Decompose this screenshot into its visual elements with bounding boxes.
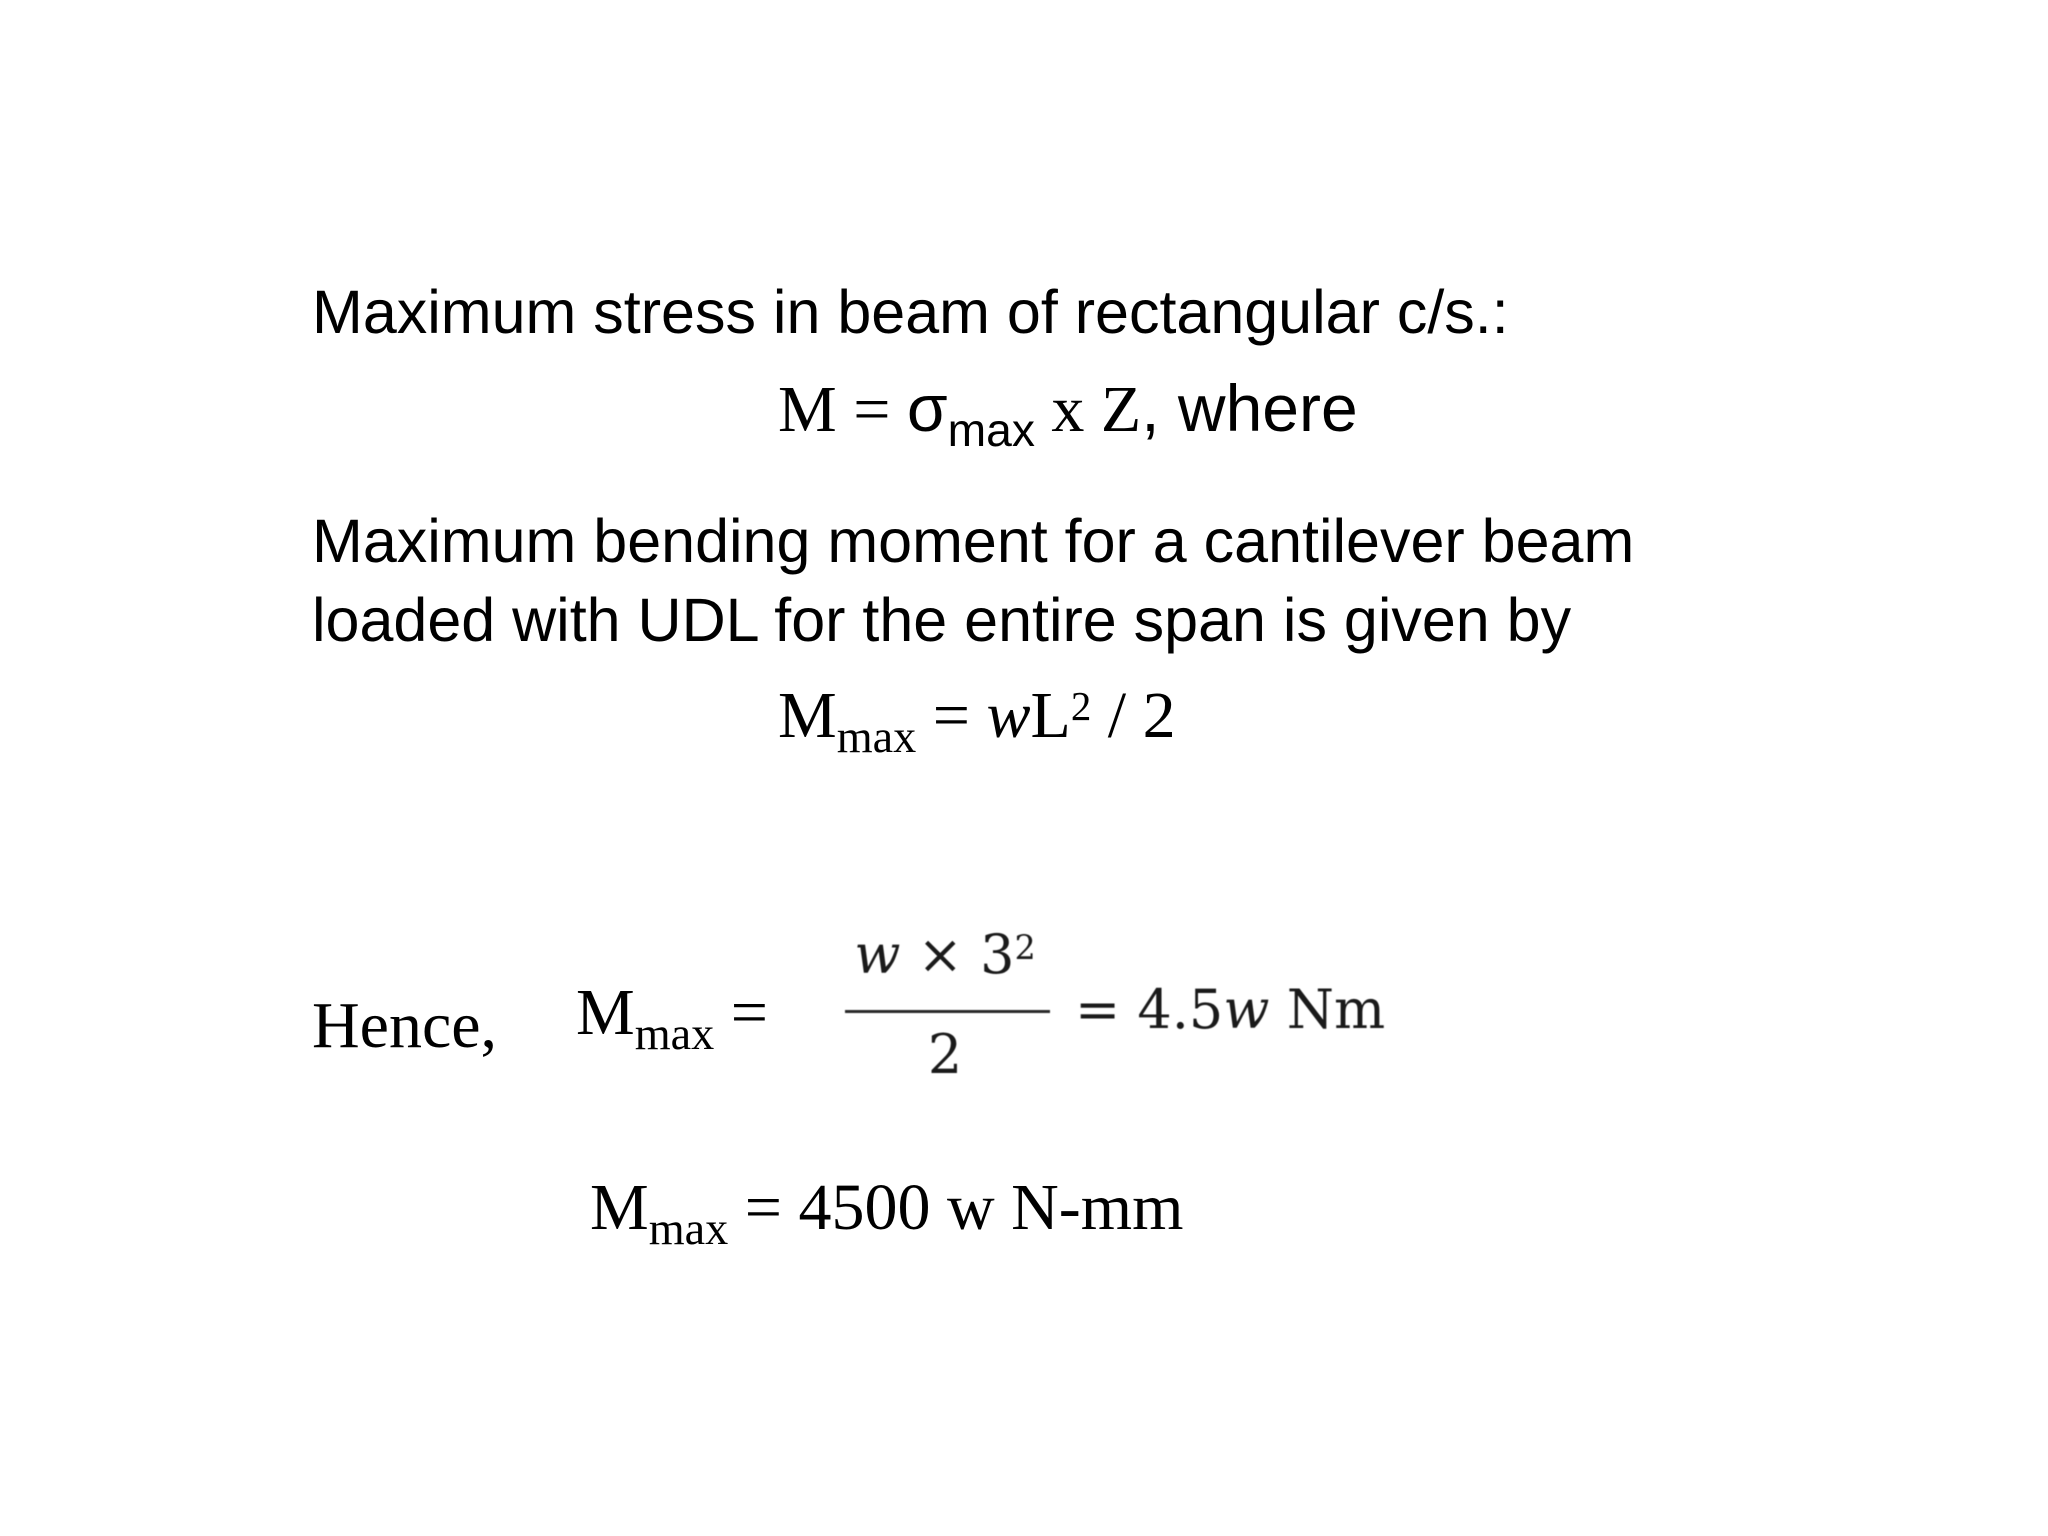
mmax-formula-tail: / 2	[1091, 679, 1176, 752]
stress-formula-sigma: σ	[906, 371, 948, 445]
final-formula	[590, 1171, 1184, 1254]
moment-description-line-1: Maximum bending moment for a cantilever beam	[312, 507, 1635, 575]
fraction-result-value: = 4.5	[1075, 978, 1224, 1041]
fraction-numerator-times: ×	[900, 923, 981, 986]
stress-formula-sigma-subscript: max	[947, 403, 1035, 456]
hence-mmax-subscript: max	[634, 1007, 715, 1059]
fraction-equation-image	[835, 905, 1395, 1095]
stress-formula	[778, 371, 1358, 456]
stress-formula-z: Z	[1100, 373, 1142, 446]
hence-label: Hence,	[312, 989, 498, 1062]
fraction-bar	[845, 1010, 1050, 1013]
final-formula-rhs: = 4500 w N-mm	[728, 1171, 1184, 1244]
fraction-denominator: 2	[927, 1023, 963, 1086]
stress-formula-m: M	[778, 373, 837, 446]
fraction-numerator-base: 3	[980, 923, 1015, 986]
stress-formula-times: x	[1034, 373, 1101, 446]
mmax-formula-m: M	[778, 679, 837, 752]
hence-mmax-m: M	[576, 976, 635, 1049]
moment-description-line-2: loaded with UDL for the entire span is given by	[312, 586, 1572, 654]
final-formula-m: M	[590, 1171, 649, 1244]
mmax-formula-exponent: 2	[1070, 683, 1092, 729]
mmax-formula-l: L	[1030, 679, 1071, 752]
fraction-result-unit: Nm	[1269, 978, 1386, 1041]
mmax-formula-subscript: max	[836, 710, 917, 762]
fraction-numerator-w: w	[854, 923, 901, 986]
stress-formula-suffix: , where	[1141, 371, 1358, 445]
mmax-formula	[778, 679, 1176, 762]
mmax-formula-w: w	[986, 679, 1031, 752]
fraction-numerator	[835, 923, 1055, 986]
hence-mmax-equals: =	[714, 976, 768, 1049]
fraction-numerator-exponent: 2	[1014, 927, 1036, 967]
fraction-result	[1075, 978, 1385, 1041]
hence-mmax	[576, 976, 768, 1059]
mmax-formula-equals: =	[916, 679, 987, 752]
fraction-result-w: w	[1223, 978, 1270, 1041]
stress-formula-equals: =	[836, 373, 907, 446]
final-formula-subscript: max	[648, 1202, 729, 1254]
stress-heading: Maximum stress in beam of rectangular c/s.:	[312, 278, 1509, 346]
